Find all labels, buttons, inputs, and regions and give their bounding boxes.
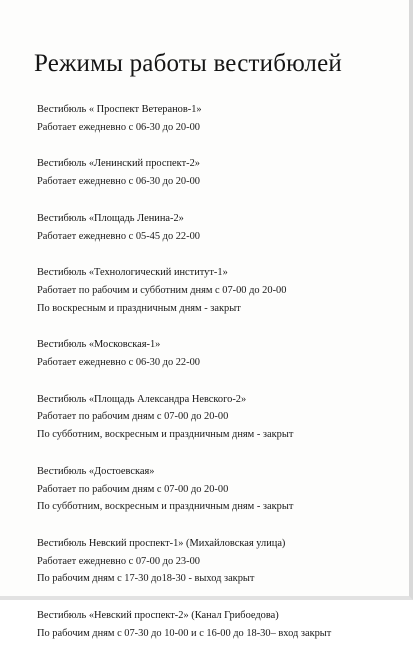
schedule-line: Работает по рабочим дням с 07-00 до 20-00	[37, 411, 229, 423]
vestibule-name: Вестибюль «Достоевская»	[37, 465, 155, 477]
vestibule-section	[37, 463, 397, 516]
vestibule-name: Вестибюль « Проспект Ветеранов-1»	[37, 104, 202, 115]
vestibule-name: Вестибюль «Площадь Ленина-2»	[37, 212, 184, 224]
vestibule-section	[37, 155, 397, 190]
vestibule-section	[37, 607, 397, 642]
vestibule-section	[37, 535, 397, 588]
vestibule-section	[37, 101, 397, 136]
vestibule-section	[37, 210, 397, 245]
vestibule-name: Вестибюль «Невский проспект-2» (Канал Грибоедова)	[37, 610, 279, 622]
schedule-line: По рабочим дням с 07-30 до 10-00 и с 16-00 до 18-30– вход закрыт	[37, 627, 332, 639]
schedule-line: По субботним, воскресным и праздничным дням - закрыт	[37, 501, 294, 513]
schedule-line: Работает ежедневно с 05-45 до 22-00	[37, 230, 200, 242]
schedule-line: По рабочим дням с 17-30 до18-30 - выход закрыт	[37, 573, 255, 585]
vestibule-name: Вестибюль «Технологический институт-1»	[37, 267, 228, 279]
vestibule-name: Вестибюль Невский проспект-1» (Михайловская улица)	[37, 537, 286, 549]
vestibule-section	[37, 264, 397, 317]
vestibule-name: Вестибюль «Московская-1»	[37, 339, 161, 351]
schedule-line: По воскресным и праздничным дням - закрыт	[37, 302, 241, 314]
schedule-line: Работает ежедневно с 06-30 до 22-00	[37, 357, 200, 369]
vestibule-name: Вестибюль «Площадь Александра Невского-2»	[37, 393, 247, 405]
vestibule-section	[37, 391, 397, 444]
schedule-line: Работает ежедневно с 06-30 до 20-00	[37, 121, 200, 133]
vestibule-list	[37, 101, 397, 661]
schedule-line: Работает по рабочим и субботним дням с 07-00 до 20-00	[37, 284, 287, 296]
vestibule-name: Вестибюль «Ленинский проспект-2»	[37, 158, 200, 170]
vestibule-section	[37, 336, 397, 371]
schedule-line: Работает ежедневно с 06-30 до 20-00	[37, 176, 200, 188]
schedule-line: Работает ежедневно с 07-00 до 23-00	[37, 555, 200, 567]
schedule-line: По субботним, воскресным и праздничным дням - закрыт	[37, 429, 294, 441]
page-title: Режимы работы вестибюлей	[34, 50, 342, 77]
schedule-line: Работает по рабочим дням с 07-00 до 20-00	[37, 483, 229, 495]
